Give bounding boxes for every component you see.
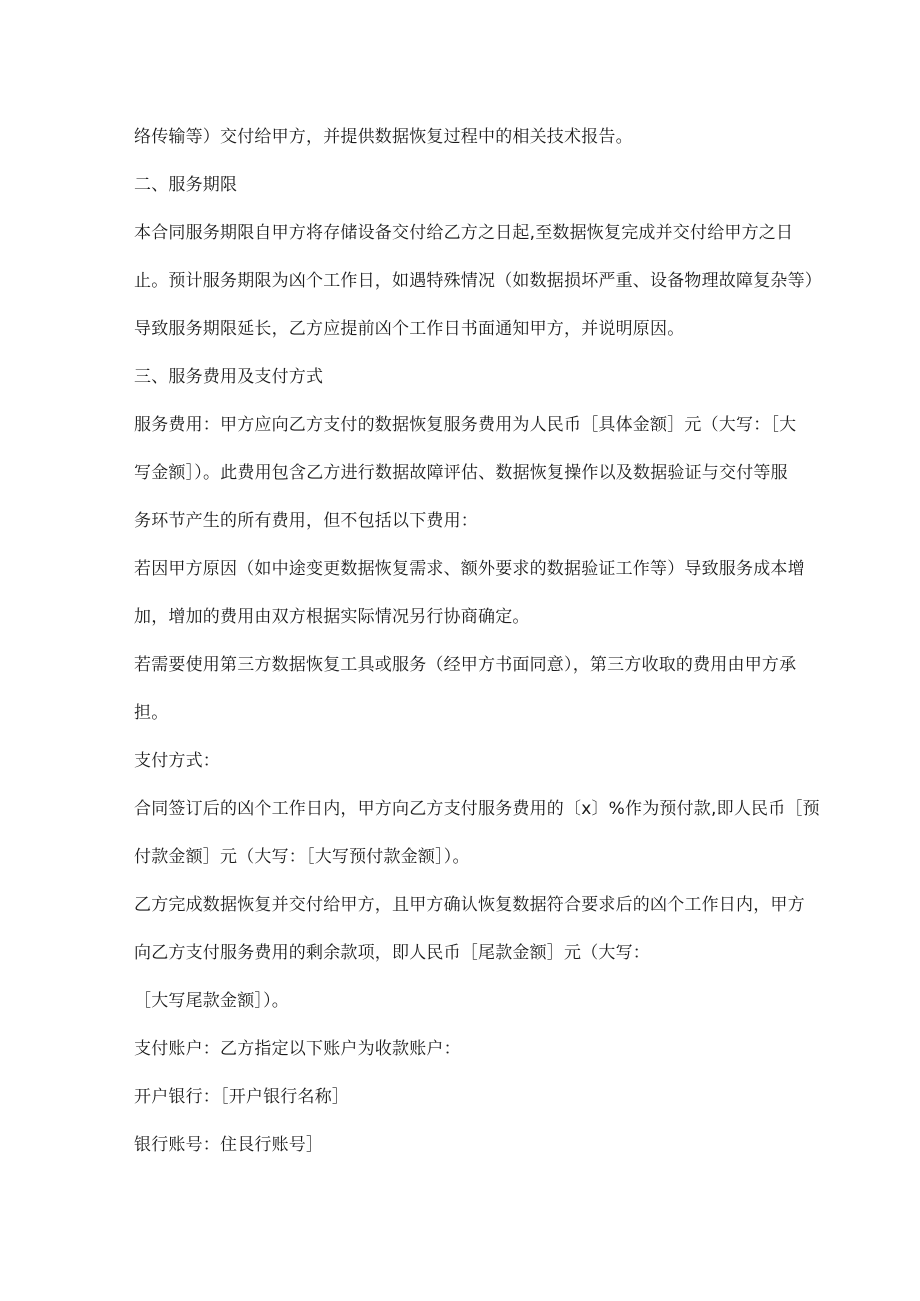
bank-name-line: 开户银行：［开户银行名称］ xyxy=(134,1087,350,1107)
paragraph-line: 本合同服务期限自甲方将存储设备交付给乙方之日起,至数据恢复完成并交付给甲方之日 xyxy=(134,223,794,243)
paragraph-line: 乙方完成数据恢复并交付给甲方，且甲方确认恢复数据符合要求后的凶个工作日内，甲方 xyxy=(134,895,805,915)
paragraph-line: 担。 xyxy=(134,703,169,723)
bank-account-line: 银行账号：住艮行账号］ xyxy=(134,1135,324,1155)
payment-method-label: 支付方式： xyxy=(134,751,220,771)
paragraph-line: 写金额］）。此费用包含乙方进行数据故障评估、数据恢复操作以及数据验证与交付等服 xyxy=(134,463,788,483)
paragraph-line: 加，增加的费用由双方根据实际情况另行协商确定。 xyxy=(134,607,530,627)
paragraph-line: 络传输等）交付给甲方，并提供数据恢复过程中的相关技术报告。 xyxy=(134,127,633,147)
payment-account-label: 支付账户：乙方指定以下账户为收款账户： xyxy=(134,1039,461,1059)
paragraph-line: ［大写尾款金额］）。 xyxy=(134,991,289,1011)
paragraph-line: 导致服务期限延长，乙方应提前凶个工作日书面通知甲方，并说明原因。 xyxy=(134,319,685,339)
paragraph-line: 若因甲方原因（如中途变更数据恢复需求、额外要求的数据验证工作等）导致服务成本增 xyxy=(134,559,805,579)
paragraph-line: 若需要使用第三方数据恢复工具或服务（经甲方书面同意），第三方收取的费用由甲方承 xyxy=(134,655,797,675)
paragraph-line: 合同签订后的凶个工作日内，甲方向乙方支付服务费用的〔x〕%作为预付款,即人民币［预 xyxy=(134,799,820,819)
paragraph-line: 付款金额］元（大写：［大写预付款金额］）。 xyxy=(134,847,470,867)
paragraph-line: 止。预计服务期限为凶个工作日，如遇特殊情况（如数据损坏严重、设备物理故障复杂等） xyxy=(134,271,822,291)
paragraph-line: 向乙方支付服务费用的剩余款项，即人民币［尾款金额］元（大写： xyxy=(134,943,650,963)
section-heading-service-term: 二、服务期限 xyxy=(134,175,238,195)
section-heading-fees-payment: 三、服务费用及支付方式 xyxy=(134,367,324,387)
paragraph-line: 服务费用：甲方应向乙方支付的数据恢复服务费用为人民币［具体金额］元（大写：［大 xyxy=(134,415,797,435)
paragraph-line: 务环节产生的所有费用，但不包括以下费用： xyxy=(134,511,478,531)
